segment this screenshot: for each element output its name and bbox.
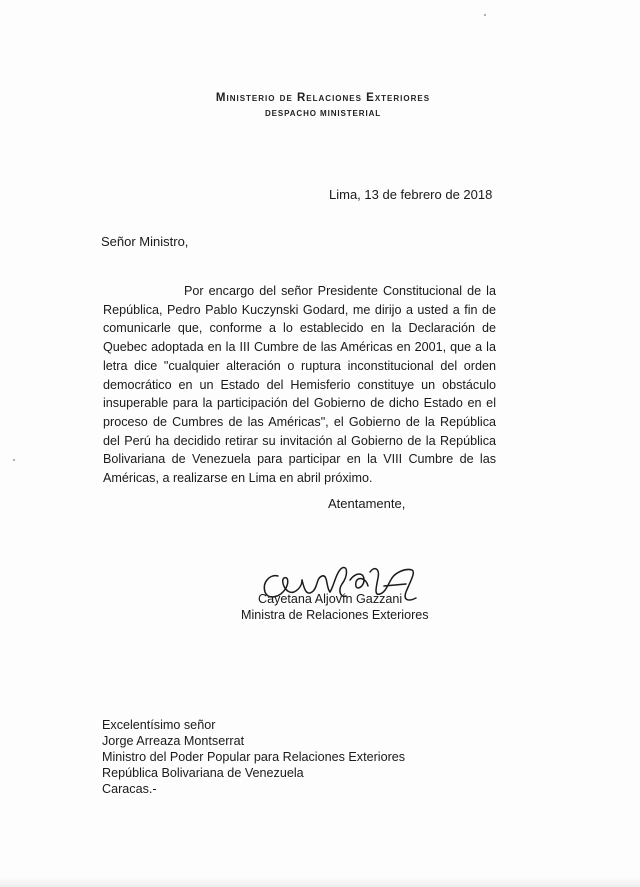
letter-body: Por encargo del señor Presidente Constitucional de la República, Pedro Pablo Kuczynski Godard, me dirijo a usted a fin de comunicarle que, conforme a lo establecido en la Declaración de Quebec adoptada en la III Cumbre de las Américas en 2001, que a la letra dice "cualquier alteración o ruptura inconstitucional del orden democrático en un Estado del Hemisferio constituye un obstáculo insuperable para la participación del Gobierno de dicho Estado en el proceso de Cumbres de las Américas", el Gobierno de la República del Perú ha decidido retirar su invitación al Gobierno de la República Bolivariana de Venezuela para participar en la VIII Cumbre de las Américas, a realizarse en Lima en abril próximo. xyxy=(103,284,496,486)
scan-edge-shadow xyxy=(0,877,640,887)
date-line: Lima, 13 de febrero de 2018 xyxy=(329,187,493,202)
letterhead-office: DESPACHO MINISTERIAL xyxy=(264,109,382,118)
signer-title: Ministra de Relaciones Exteriores xyxy=(241,608,429,622)
letterhead-ministry: Ministerio de Relaciones Exteriores xyxy=(215,92,431,104)
scan-speck xyxy=(484,14,486,16)
addressee-block xyxy=(102,717,405,797)
addressee-line: Excelentísimo señor xyxy=(102,718,216,732)
scan-speck xyxy=(13,459,15,461)
addressee-line: Jorge Arreaza Montserrat xyxy=(102,734,245,748)
signer-name: Cayetana Aljovín Gazzani xyxy=(258,592,403,606)
addressee-line: Ministro del Poder Popular para Relaciones Exteriores xyxy=(102,750,406,764)
salutation: Señor Ministro, xyxy=(101,234,189,249)
addressee-line: República Bolivariana de Venezuela xyxy=(102,766,304,780)
addressee-line: Caracas.- xyxy=(102,782,157,796)
closing: Atentamente, xyxy=(328,496,406,511)
